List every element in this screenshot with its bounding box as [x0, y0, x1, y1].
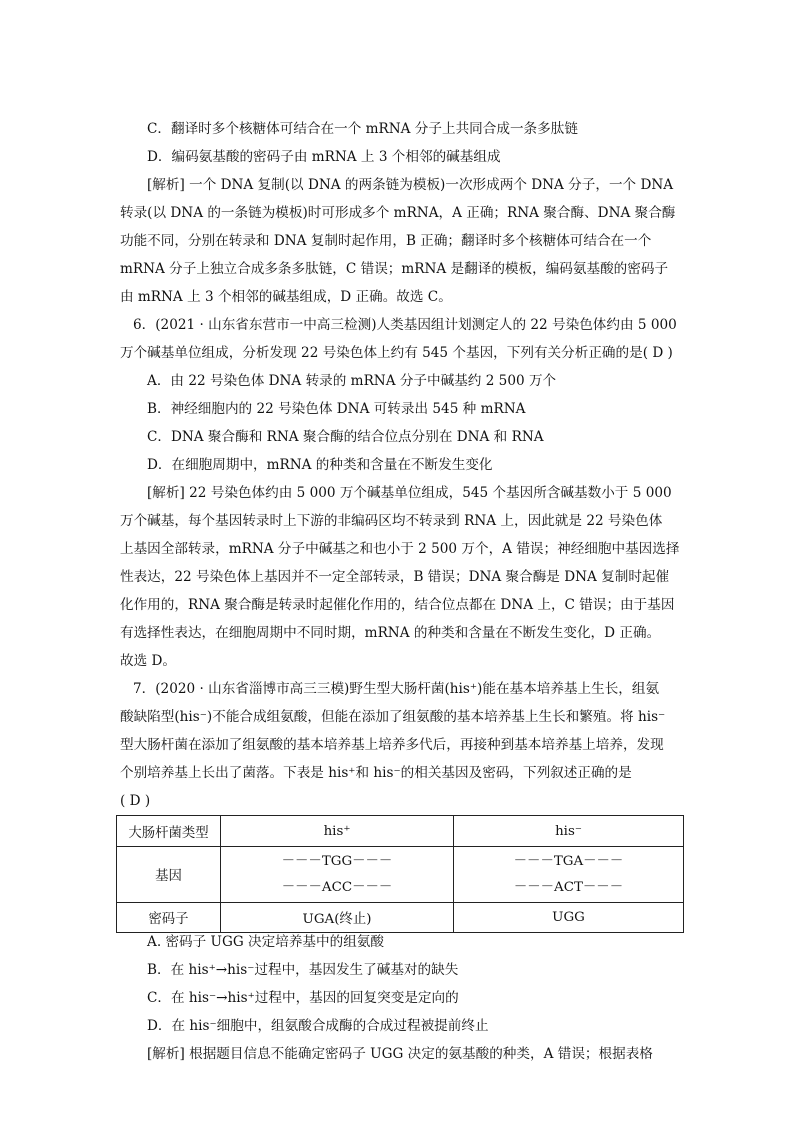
table-codon-his-plus: UGA(终止): [221, 903, 454, 933]
q5-analysis-line: 转录(以 DNA 的一条链为模板)时可形成多个 mRNA，A 正确；RNA 聚合酶、DNA 聚合酶: [120, 205, 676, 221]
table-gene-his-plus: [221, 847, 454, 903]
q6-stem-line: 6．(2021 · 山东省东营市一中高三检测)人类基因组计划测定人的 22 号染色体约由 5 000: [133, 317, 677, 333]
gene-strand: －－－ACT－－－: [513, 879, 624, 895]
q6-option-a: A．由 22 号染色体 DNA 转录的 mRNA 分子中碱基约 2 500 万个: [147, 373, 557, 389]
q7-option-a: A. 密码子 UGG 决定培养基中的组氨酸: [147, 934, 384, 950]
table-gene-his-minus: [454, 847, 684, 903]
gene-codon-table: [116, 815, 684, 933]
q5-option-c: C．翻译时多个核糖体可结合在一个 mRNA 分子上共同合成一条多肽链: [147, 121, 578, 137]
q6-stem-line: 万个碱基单位组成，分析发现 22 号染色体上约有 545 个基因，下列有关分析正确的是( D ): [120, 345, 673, 361]
q5-analysis-line: 由 mRNA 上 3 个相邻的碱基组成，D 正确。故选 C。: [120, 289, 452, 305]
table-header-his-minus: his⁻: [454, 816, 684, 847]
table-row: [117, 847, 684, 903]
q6-analysis-line: 故选 D。: [120, 653, 177, 669]
table-gene-label: 基因: [117, 847, 221, 903]
q7-option-b: B．在 his⁺→his⁻过程中，基因发生了碱基对的缺失: [147, 962, 459, 978]
q7-stem-answer: ( D ): [120, 793, 151, 809]
table-header-type: 大肠杆菌类型: [117, 816, 221, 847]
q6-analysis-line: [解析] 22 号染色体约由 5 000 万个碱基单位组成，545 个基因所含碱基数小于 5 000: [147, 485, 672, 501]
q5-analysis-line: [解析] 一个 DNA 复制(以 DNA 的两条链为模板)一次形成两个 DNA 分子，一个 DNA: [147, 177, 674, 193]
q7-option-c: C．在 his⁻→his⁺过程中，基因的回复突变是定向的: [147, 990, 459, 1006]
table-row: [117, 903, 684, 933]
q6-analysis-line: 性表达，22 号染色体上基因并不一定全部转录，B 错误；DNA 聚合酶是 DNA 复制时起催: [120, 569, 670, 585]
gene-strand: －－－ACC－－－: [281, 879, 393, 895]
q6-analysis-line: 化作用的，RNA 聚合酶是转录时起催化作用的，结合位点都在 DNA 上，C 错误；由于基因: [120, 597, 675, 613]
q5-analysis-line: mRNA 分子上独立合成多条多肽链，C 错误；mRNA 是翻译的模板，编码氨基酸的密码子: [120, 261, 669, 277]
q6-option-d: D．在细胞周期中，mRNA 的种类和含量在不断发生变化: [147, 457, 493, 473]
gene-strand: －－－TGG－－－: [281, 853, 393, 869]
q7-stem-line: 酸缺陷型(his⁻)不能合成组氨酸，但能在添加了组氨酸的基本培养基上生长和繁殖。将 his⁻: [120, 709, 666, 725]
q5-analysis-line: 功能不同，分别在转录和 DNA 复制时起作用，B 正确；翻译时多个核糖体可结合在一个: [120, 233, 652, 249]
q6-analysis-line: 上基因全部转录，mRNA 分子中碱基之和也小于 2 500 万个，A 错误；神经细胞中基因选择: [120, 541, 680, 557]
q7-stem-line: 7．(2020 · 山东省淄博市高三三模)野生型大肠杆菌(his⁺)能在基本培养基上生长，组氨: [133, 681, 660, 697]
q7-option-d: D．在 his⁻细胞中，组氨酸合成酶的合成过程被提前终止: [147, 1018, 489, 1034]
q7-stem-line: 型大肠杆菌在添加了组氨酸的基本培养基上培养多代后，再接种到基本培养基上培养，发现: [120, 737, 664, 753]
q7-stem-line: 个别培养基上长出了菌落。下表是 his⁺和 his⁻的相关基因及密码，下列叙述正确的是: [120, 765, 632, 781]
q6-analysis-line: 有选择性表达，在细胞周期中不同时期，mRNA 的种类和含量在不断发生变化，D 正确。: [120, 625, 661, 641]
gene-strand: －－－TGA－－－: [513, 853, 624, 869]
q6-analysis-line: 万个碱基，每个基因转录时上下游的非编码区均不转录到 RNA 上，因此就是 22 号染色体: [120, 513, 663, 529]
q5-option-d: D．编码氨基酸的密码子由 mRNA 上 3 个相邻的碱基组成: [147, 149, 501, 165]
q6-option-b: B．神经细胞内的 22 号染色体 DNA 可转录出 545 种 mRNA: [147, 401, 526, 417]
table-codon-his-minus: UGG: [454, 903, 684, 933]
table-header-his-plus: his⁺: [221, 816, 454, 847]
table-row: [117, 816, 684, 847]
q6-option-c: C．DNA 聚合酶和 RNA 聚合酶的结合位点分别在 DNA 和 RNA: [147, 429, 544, 445]
q7-analysis-line: [解析] 根据题目信息不能确定密码子 UGG 决定的氨基酸的种类，A 错误；根据表格: [147, 1046, 653, 1062]
table-codon-label: 密码子: [117, 903, 221, 933]
